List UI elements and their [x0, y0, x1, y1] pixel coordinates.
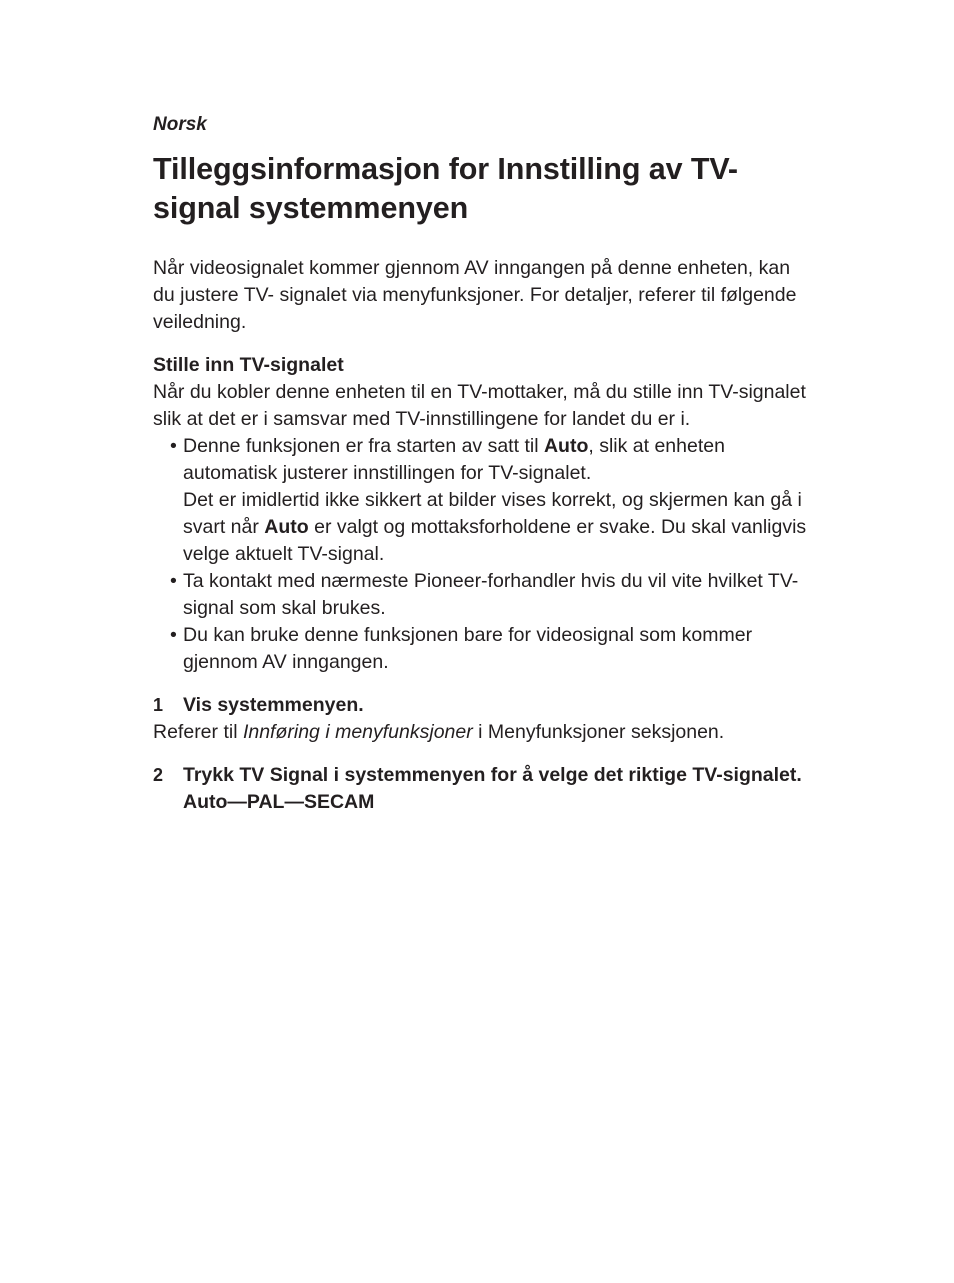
document-page	[153, 112, 813, 816]
bold-auto: Auto	[543, 435, 589, 457]
section-text: Når du kobler denne enheten til en TV-mottaker, må du stille inn TV-signalet slik at det er i samsvar med TV-innstillingene for landet du er i.	[153, 381, 806, 430]
bullet-icon: •	[170, 570, 177, 592]
bullet-text: , slik at enheten automatisk justerer innstillingen for TV-signalet.	[183, 435, 725, 484]
bullet-text: er valgt og mottaksforholdene er svake. Du skal vanligvis velge aktuelt TV-signal.	[183, 516, 807, 565]
bullet-item-dealer	[170, 568, 813, 622]
page-title: Tilleggsinformasjon for Innstilling av TV-signal systemmenyen	[153, 152, 738, 225]
bullet-text: Ta kontakt med nærmeste Pioneer-forhandler hvis du vil vite hvilket TV-signal som skal brukes.	[183, 570, 799, 619]
bullet-icon: •	[170, 624, 177, 646]
step-text-italic: Innføring i menyfunksjoner	[242, 721, 473, 743]
bullet-list	[153, 433, 813, 676]
section-heading: Stille inn TV-signalet	[153, 354, 344, 376]
step-heading: Trykk TV Signal i systemmenyen for å velge det riktige TV-signalet.	[183, 764, 802, 786]
step-number: 1	[153, 695, 164, 715]
bullet-item-auto	[170, 433, 813, 568]
bullet-icon: •	[170, 435, 177, 457]
intro-paragraph: Når videosignalet kommer gjennom AV inngangen på denne enheten, kan du justere TV- signalet via menyfunksjoner. For detaljer, referer til følgende veiledning.	[153, 257, 797, 333]
tv-signal-section	[153, 352, 813, 676]
step-text: Referer til	[153, 721, 243, 743]
language-label: Norsk	[153, 114, 207, 135]
bullet-text: Denne funksjonen er fra starten av satt til	[183, 435, 544, 457]
step-1	[153, 692, 813, 719]
step-1-text	[153, 719, 813, 746]
bullet-item-av-input	[170, 622, 813, 676]
step-2	[153, 762, 813, 816]
bold-auto: Auto	[264, 516, 309, 538]
signal-options: Auto—PAL—SECAM	[183, 791, 375, 813]
step-text: i Menyfunksjoner seksjonen.	[472, 721, 725, 743]
bullet-text: Du kan bruke denne funksjonen bare for videosignal som kommer gjennom AV inngangen.	[183, 624, 753, 673]
bullet-text: Det er imidlertid ikke sikkert at bilder vises korrekt, og skjermen kan gå i svart når	[183, 489, 802, 538]
step-number: 2	[153, 765, 164, 785]
step-heading: Vis systemmenyen.	[183, 694, 364, 716]
